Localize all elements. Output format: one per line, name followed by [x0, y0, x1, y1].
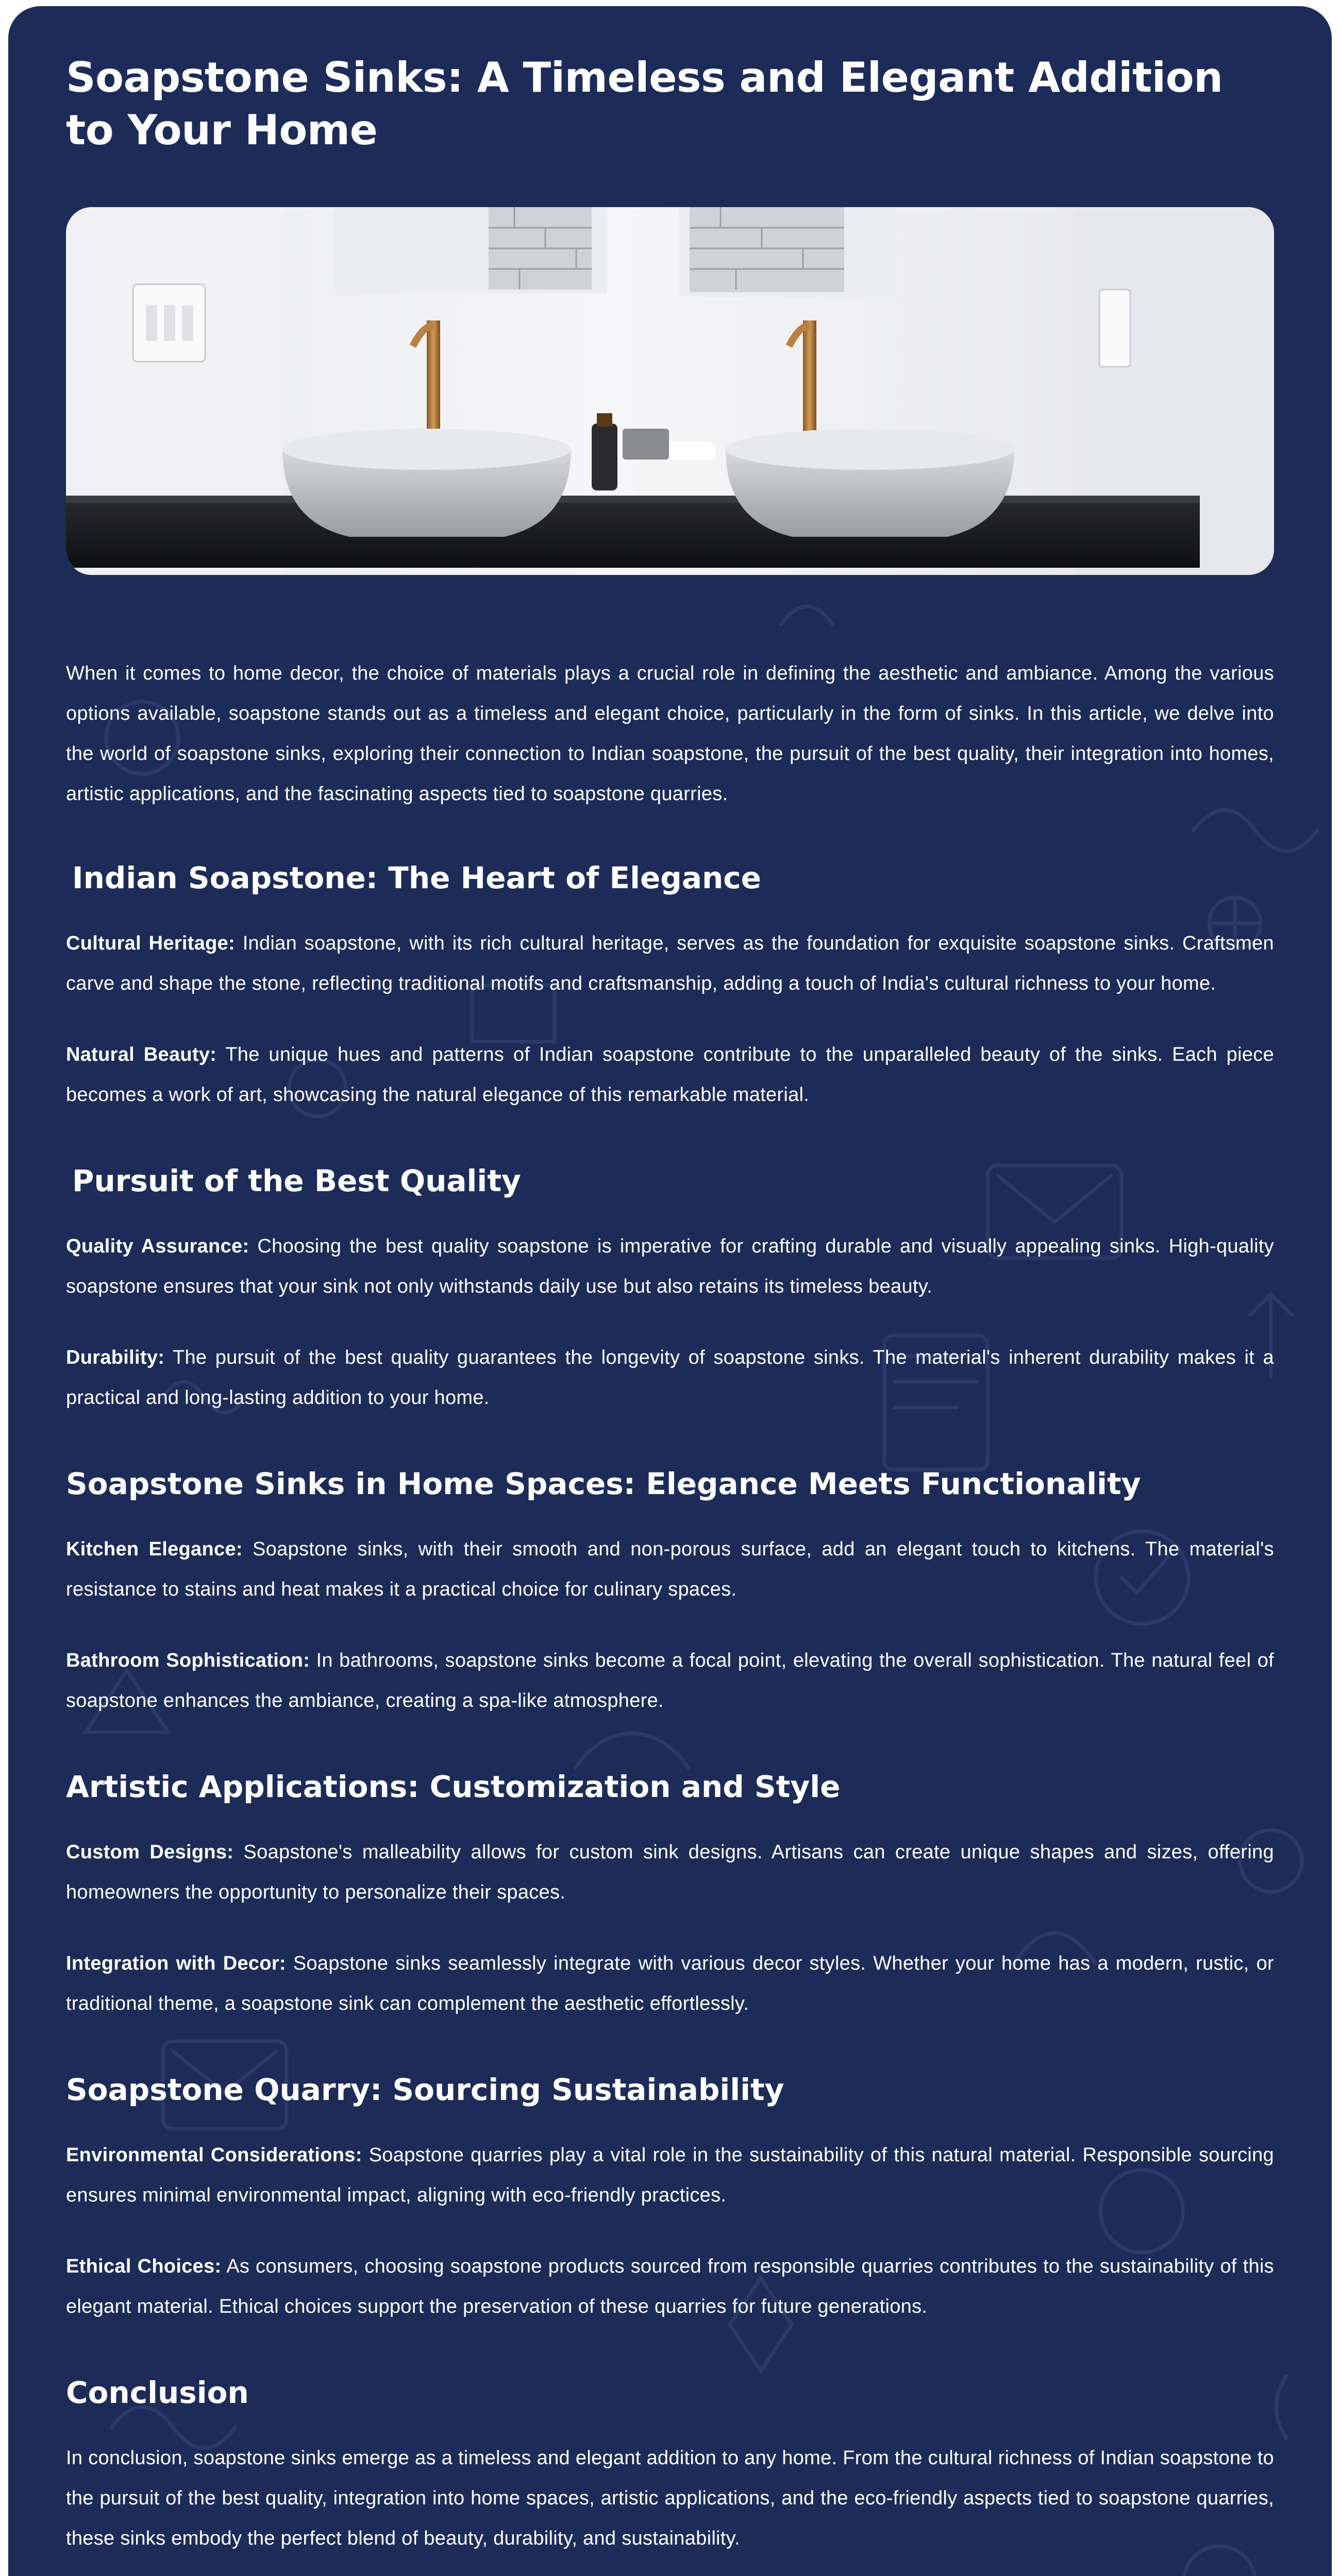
paragraph-label: Environmental Considerations:: [66, 2144, 362, 2166]
section-paragraph: [66, 1832, 1274, 1912]
paragraph-text: The unique hues and patterns of Indian soapstone contribute to the unparalleled beauty of the sinks. Each piece becomes a work of art, showcasing the natural elegance of this remarkable material.: [66, 1044, 1275, 1106]
conclusion-heading: Conclusion: [66, 2375, 249, 2410]
section-paragraph: [66, 1337, 1274, 1418]
paragraph-label: Durability:: [66, 1347, 165, 1368]
paragraph-label: Bathroom Sophistication:: [66, 1650, 310, 1671]
hero-image: [66, 207, 1274, 575]
section-heading-best-quality: Pursuit of the Best Quality: [72, 1163, 521, 1198]
paragraph-text: Soapstone sinks, with their smooth and non-porous surface, add an elegant touch to kitchens. The material's resistance to stains and heat makes it a practical choice for culinary spaces.: [66, 1538, 1274, 1600]
paragraph-label: Cultural Heritage:: [66, 933, 236, 954]
paragraph-text: Soapstone sinks seamlessly integrate with various decor styles. Whether your home has a modern, rustic, or traditional theme, a soapstone sink can complement the aesthetic effortlessly.: [66, 1953, 1274, 2014]
conclusion-paragraph: In conclusion, soapstone sinks emerge as a timeless and elegant addition to any home. From the cultural richness of Indian soapstone to the pursuit of the best quality, integration into home spaces, artistic applications, and the eco-friendly aspects tied to soapstone quarries, these sinks embody the perfect blend of beauty, durability, and sustainability.: [66, 2447, 1274, 2549]
intro-paragraph: When it comes to home decor, the choice of materials plays a crucial role in defining the aesthetic and ambiance. Among the various options available, soapstone stands out as a timeless and elegant choice, particularly in the form of sinks. In this article, we delve into the world of soapstone sinks, exploring their connection to Indian soapstone, the pursuit of the best quality, their integration into homes, artistic applications, and the fascinating aspects tied to soapstone quarries.: [66, 663, 1274, 805]
article-title: Soapstone Sinks: A Timeless and Elegant Addition to Your Home: [66, 54, 1223, 154]
paragraph-label: Ethical Choices:: [66, 2256, 222, 2277]
article-content: [66, 52, 1274, 2576]
section-heading-quarry: Soapstone Quarry: Sourcing Sustainability: [66, 2072, 784, 2107]
section-paragraph: [66, 2135, 1274, 2215]
section-paragraph: [66, 1226, 1274, 1307]
paragraph-text: In bathrooms, soapstone sinks become a focal point, elevating the overall sophistication. The natural feel of soapstone enhances the ambiance, creating a spa-like atmosphere.: [66, 1650, 1274, 1711]
section-paragraph: [66, 1640, 1274, 1721]
section-heading-artistic-applications: Artistic Applications: Customization and Style: [66, 1769, 841, 1804]
section-paragraph: [66, 2246, 1274, 2327]
paragraph-label: Natural Beauty:: [66, 1044, 217, 1065]
section-paragraph: [66, 1035, 1274, 1115]
article-card: [8, 6, 1332, 2576]
paragraph-label: Quality Assurance:: [66, 1235, 249, 1257]
section-paragraph: [66, 1529, 1274, 1609]
paragraph-text: Soapstone's malleability allows for custom sink designs. Artisans can create unique shapes and sizes, offering homeowners the opportunity to personalize their spaces.: [66, 1841, 1274, 1903]
paragraph-label: Custom Designs:: [66, 1841, 234, 1863]
paragraph-label: Integration with Decor:: [66, 1953, 286, 1974]
bathroom-sink-illustration: [66, 207, 1274, 575]
section-paragraph: [66, 1943, 1274, 2024]
paragraph-text: The pursuit of the best quality guarantees the longevity of soapstone sinks. The material's inherent durability makes it a practical and long-lasting addition to your home.: [66, 1347, 1274, 1409]
section-heading-home-spaces: Soapstone Sinks in Home Spaces: Elegance Meets Functionality: [66, 1466, 1141, 1501]
paragraph-text: Soapstone quarries play a vital role in the sustainability of this natural material. Responsible sourcing ensures minimal environmental impact, aligning with eco-friendly practices.: [66, 2144, 1274, 2206]
paragraph-text: As consumers, choosing soapstone products sourced from responsible quarries contributes to the sustainability of this elegant material. Ethical choices support the preservation of these quarries for future generations.: [66, 2256, 1274, 2317]
section-paragraph: [66, 923, 1274, 1004]
section-heading-indian-soapstone: Indian Soapstone: The Heart of Elegance: [72, 860, 761, 895]
paragraph-text: Choosing the best quality soapstone is imperative for crafting durable and visually appealing sinks. High-quality soapstone ensures that your sink not only withstands daily use but also retains its timeless beauty.: [66, 1235, 1274, 1297]
paragraph-text: Indian soapstone, with its rich cultural heritage, serves as the foundation for exquisite soapstone sinks. Craftsmen carve and shape the stone, reflecting traditional motifs and craftsmanship, adding a touch of India's cultural richness to your home.: [66, 933, 1274, 994]
paragraph-label: Kitchen Elegance:: [66, 1538, 243, 1560]
